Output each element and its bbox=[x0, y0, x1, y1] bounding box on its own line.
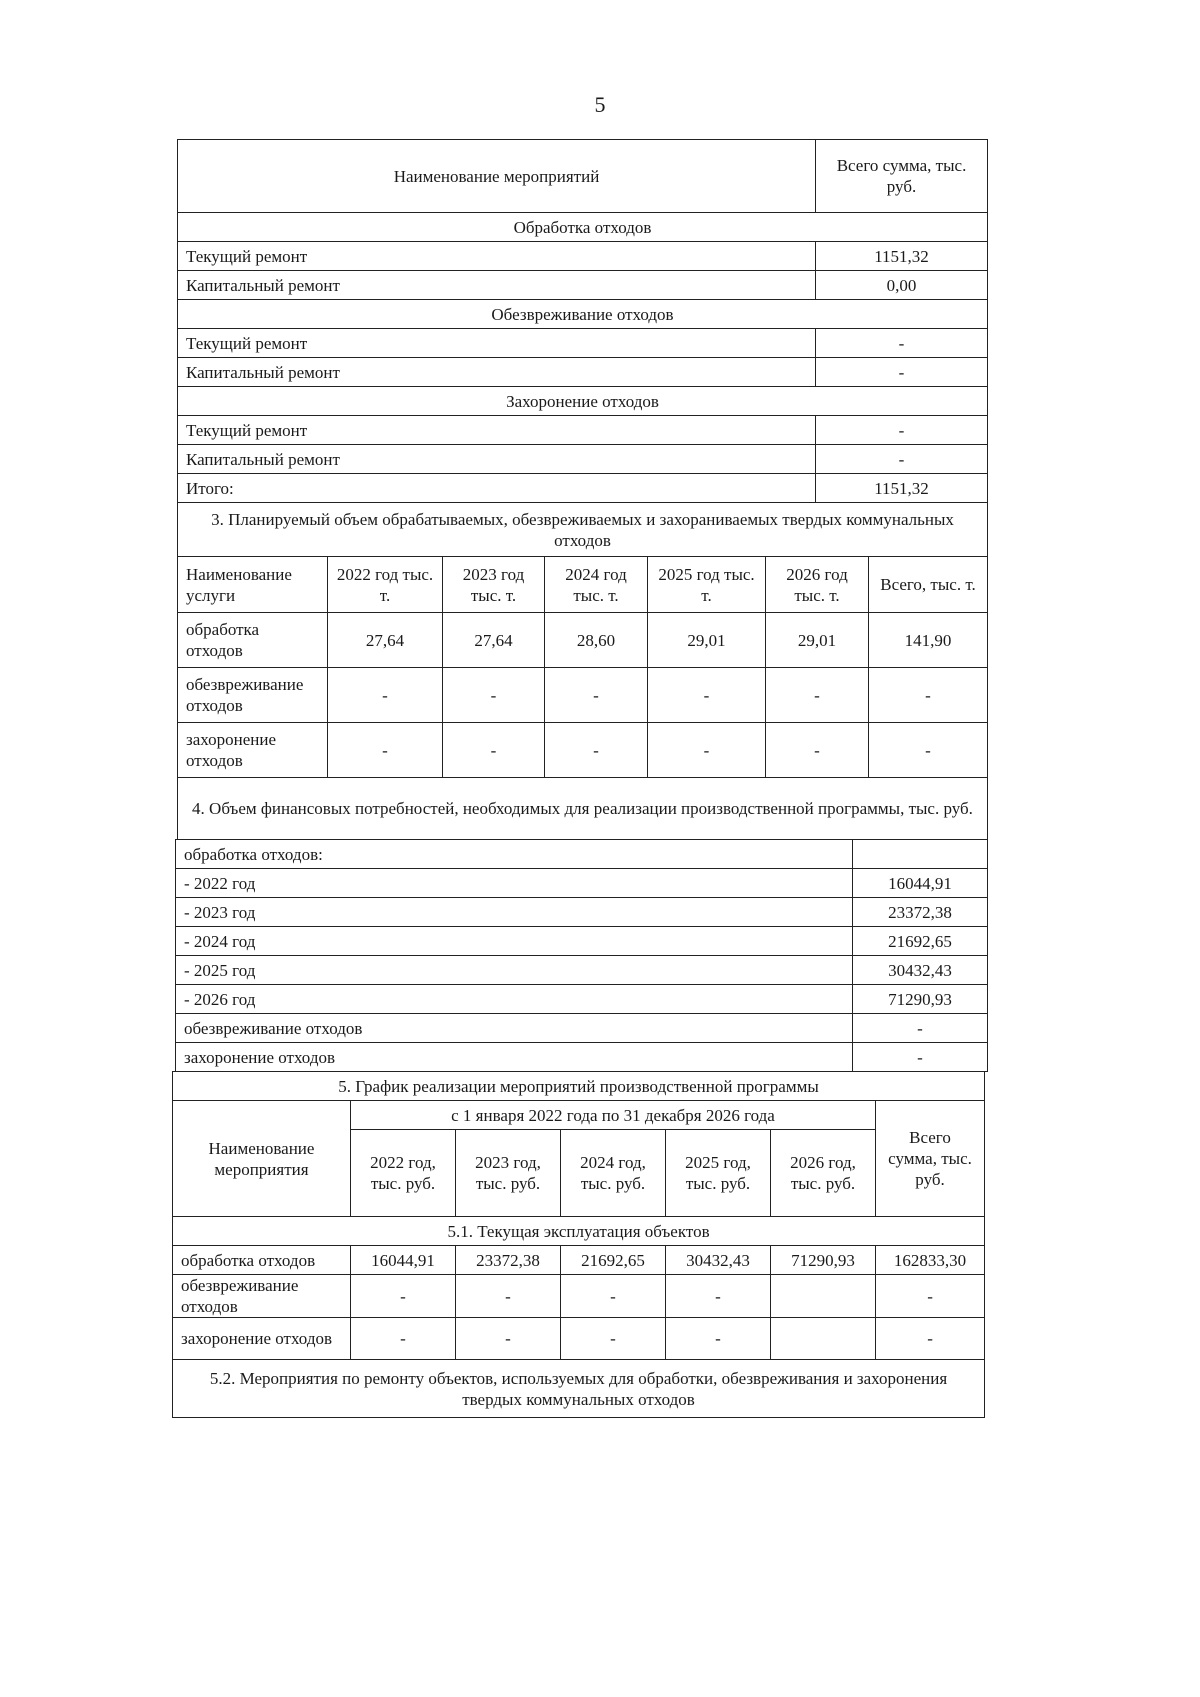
cell: - bbox=[443, 723, 545, 778]
schedule-cell: 21692,65 bbox=[561, 1246, 666, 1275]
row-name: обработка отходов bbox=[178, 613, 328, 668]
cell: - bbox=[766, 668, 869, 723]
schedule-cell: - bbox=[456, 1275, 561, 1318]
schedule-cell: 71290,93 bbox=[771, 1246, 876, 1275]
cell: - bbox=[545, 723, 648, 778]
schedule-cell: 30432,43 bbox=[666, 1246, 771, 1275]
schedule-name-header: Наименование мероприятия bbox=[173, 1101, 351, 1217]
cell: - bbox=[328, 668, 443, 723]
schedule-cell bbox=[771, 1318, 876, 1360]
total-value: 1151,32 bbox=[816, 474, 988, 503]
schedule-cell: 23372,38 bbox=[456, 1246, 561, 1275]
schedule-row-name: обработка отходов bbox=[173, 1246, 351, 1275]
finance-label: захоронение отходов bbox=[176, 1043, 853, 1072]
finance-label: - 2026 год bbox=[176, 985, 853, 1014]
schedule-table bbox=[172, 1071, 985, 1418]
col-header: 2024 год тыс. т. bbox=[545, 557, 648, 613]
schedule-cell: - bbox=[351, 1318, 456, 1360]
row-label: Текущий ремонт bbox=[178, 242, 816, 271]
row-value: - bbox=[816, 329, 988, 358]
row-label: Капитальный ремонт bbox=[178, 271, 816, 300]
cell: - bbox=[648, 668, 766, 723]
cell: - bbox=[869, 723, 988, 778]
year-header: 2024 год, тыс. руб. bbox=[561, 1130, 666, 1217]
cell: - bbox=[766, 723, 869, 778]
finance-label: - 2024 год bbox=[176, 927, 853, 956]
schedule-cell: - bbox=[561, 1275, 666, 1318]
schedule-cell: - bbox=[561, 1318, 666, 1360]
row-name: обезвреживание отходов bbox=[178, 668, 328, 723]
schedule-row-name: захоронение отходов bbox=[173, 1318, 351, 1360]
section-title: Обезвреживание отходов bbox=[178, 300, 988, 329]
cell: 28,60 bbox=[545, 613, 648, 668]
cell: 27,64 bbox=[328, 613, 443, 668]
row-value: 1151,32 bbox=[816, 242, 988, 271]
schedule-row-name: обезвреживание отходов bbox=[173, 1275, 351, 1318]
schedule-cell: - bbox=[666, 1275, 771, 1318]
section-title: Захоронение отходов bbox=[178, 387, 988, 416]
finance-label: - 2025 год bbox=[176, 956, 853, 985]
finance-label: - 2023 год bbox=[176, 898, 853, 927]
finance-value: - bbox=[853, 1014, 988, 1043]
finance-value: 71290,93 bbox=[853, 985, 988, 1014]
schedule-cell bbox=[771, 1275, 876, 1318]
col-header: 2022 год тыс. т. bbox=[328, 557, 443, 613]
row-value: - bbox=[816, 358, 988, 387]
cell: - bbox=[545, 668, 648, 723]
row-label: Текущий ремонт bbox=[178, 416, 816, 445]
subsection-5-1-title: 5.1. Текущая эксплуатация объектов bbox=[173, 1217, 985, 1246]
col-header: 2023 год тыс. т. bbox=[443, 557, 545, 613]
year-header: 2025 год, тыс. руб. bbox=[666, 1130, 771, 1217]
row-value: - bbox=[816, 445, 988, 474]
repair-costs-table bbox=[177, 139, 988, 503]
row-label: Капитальный ремонт bbox=[178, 445, 816, 474]
finance-value: 23372,38 bbox=[853, 898, 988, 927]
schedule-cell: - bbox=[876, 1275, 985, 1318]
row-label: Текущий ремонт bbox=[178, 329, 816, 358]
row-value: 0,00 bbox=[816, 271, 988, 300]
page-number: 5 bbox=[594, 92, 606, 117]
schedule-period: с 1 января 2022 года по 31 декабря 2026 года bbox=[351, 1101, 876, 1130]
row-value: - bbox=[816, 416, 988, 445]
section-title: Обработка отходов bbox=[178, 213, 988, 242]
col-header: 2026 год тыс. т. bbox=[766, 557, 869, 613]
cell: 141,90 bbox=[869, 613, 988, 668]
subsection-5-2-title: 5.2. Мероприятия по ремонту объектов, используемых для обработки, обезвреживания и захоронения твердых коммунальных отходов bbox=[173, 1360, 985, 1418]
section-3-title: 3. Планируемый объем обрабатываемых, обезвреживаемых и захораниваемых твердых коммунальных отходов bbox=[178, 503, 988, 557]
finance-label: обработка отходов: bbox=[176, 840, 853, 869]
year-header: 2026 год, тыс. руб. bbox=[771, 1130, 876, 1217]
section-5-title: 5. График реализации мероприятий производственной программы bbox=[173, 1072, 985, 1101]
finance-label: - 2022 год bbox=[176, 869, 853, 898]
year-header: 2023 год, тыс. руб. bbox=[456, 1130, 561, 1217]
cell: 29,01 bbox=[766, 613, 869, 668]
schedule-cell: - bbox=[456, 1318, 561, 1360]
year-header: 2022 год, тыс. руб. bbox=[351, 1130, 456, 1217]
row-label: Капитальный ремонт bbox=[178, 358, 816, 387]
finance-value: 16044,91 bbox=[853, 869, 988, 898]
cell: - bbox=[443, 668, 545, 723]
schedule-cell: 162833,30 bbox=[876, 1246, 985, 1275]
row-name: захоронение отходов bbox=[178, 723, 328, 778]
cell: 29,01 bbox=[648, 613, 766, 668]
cell: 27,64 bbox=[443, 613, 545, 668]
total-label: Итого: bbox=[178, 474, 816, 503]
finance-table bbox=[175, 839, 988, 1072]
finance-value: - bbox=[853, 1043, 988, 1072]
finance-label: обезвреживание отходов bbox=[176, 1014, 853, 1043]
finance-value bbox=[853, 840, 988, 869]
volume-table bbox=[177, 502, 988, 840]
schedule-total-header: Всего сумма, тыс. руб. bbox=[876, 1101, 985, 1217]
finance-value: 30432,43 bbox=[853, 956, 988, 985]
cell: - bbox=[328, 723, 443, 778]
schedule-cell: - bbox=[666, 1318, 771, 1360]
schedule-cell: 16044,91 bbox=[351, 1246, 456, 1275]
schedule-cell: - bbox=[876, 1318, 985, 1360]
col-header: Наименование услуги bbox=[178, 557, 328, 613]
section-4-title: 4. Объем финансовых потребностей, необходимых для реализации производственной программы, тыс. руб. bbox=[178, 778, 988, 840]
col-header: 2025 год тыс. т. bbox=[648, 557, 766, 613]
cell: - bbox=[869, 668, 988, 723]
col-header: Всего, тыс. т. bbox=[869, 557, 988, 613]
header-name: Наименование мероприятий bbox=[178, 140, 816, 213]
header-total: Всего сумма, тыс. руб. bbox=[816, 140, 988, 213]
cell: - bbox=[648, 723, 766, 778]
finance-value: 21692,65 bbox=[853, 927, 988, 956]
schedule-cell: - bbox=[351, 1275, 456, 1318]
